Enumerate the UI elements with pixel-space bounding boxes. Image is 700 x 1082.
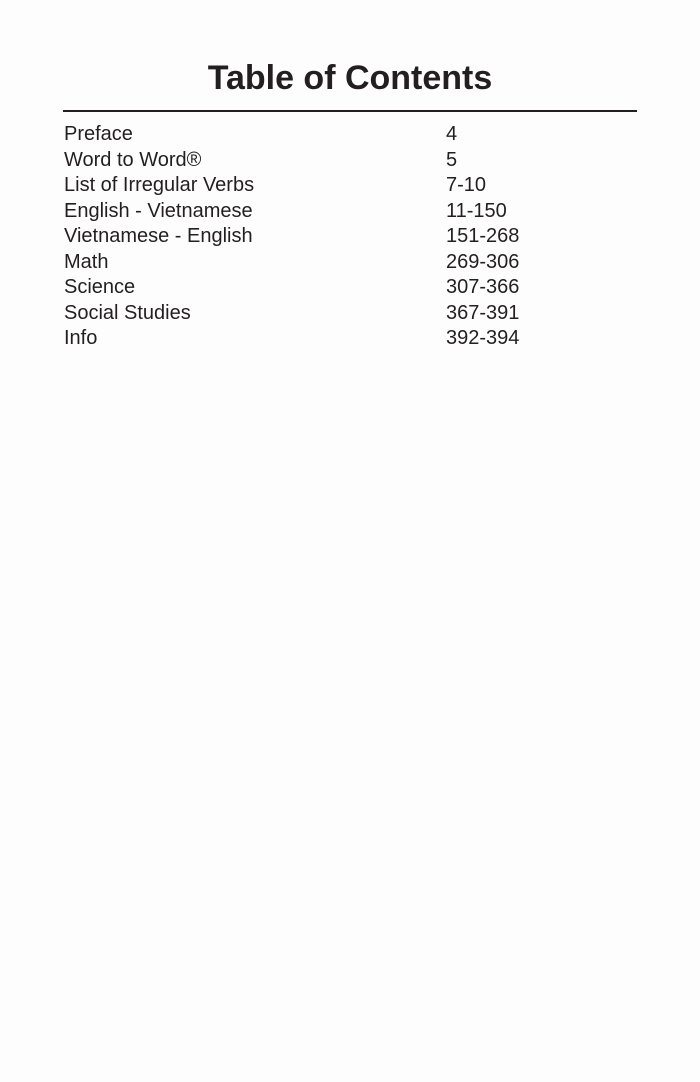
toc-entry-pages: 367-391 — [446, 301, 520, 324]
toc-entry-label: Info — [64, 327, 98, 349]
toc-entry-irregular-verbs — [64, 173, 624, 199]
toc-entry-label: List of Irregular Verbs — [64, 174, 255, 196]
title-divider — [63, 110, 637, 112]
toc-entry-english-vietnamese — [64, 199, 624, 225]
toc-entry-science — [64, 275, 624, 301]
toc-entry-pages: 11-150 — [446, 199, 507, 222]
toc-entry-label: Preface — [64, 123, 133, 145]
toc-entry-preface — [64, 122, 624, 148]
toc-entry-info — [64, 326, 624, 352]
toc-list — [64, 122, 624, 352]
toc-entry-label: English - Vietnamese — [64, 199, 253, 222]
toc-entry-label: Social Studies — [64, 301, 191, 324]
toc-entry-word-to-word — [64, 148, 624, 174]
toc-entry-pages: 5 — [446, 148, 458, 171]
toc-entry-math — [64, 250, 624, 276]
page-title: Table of Contents — [207, 59, 493, 97]
toc-entry-label: Math — [64, 250, 109, 273]
toc-entry-label: Vietnamese - English — [64, 225, 253, 247]
toc-entry-pages: 269-306 — [446, 250, 520, 273]
toc-entry-label: Science — [64, 276, 136, 298]
toc-entry-pages: 307-366 — [446, 276, 520, 298]
toc-entry-pages: 392-394 — [446, 327, 520, 349]
toc-entry-pages: 7-10 — [446, 174, 487, 196]
toc-entry-pages: 151-268 — [446, 225, 520, 247]
toc-entry-vietnamese-english — [64, 224, 624, 250]
toc-entry-pages: 4 — [446, 123, 458, 145]
toc-entry-social-studies — [64, 301, 624, 327]
toc-entry-label: Word to Word® — [64, 148, 202, 171]
